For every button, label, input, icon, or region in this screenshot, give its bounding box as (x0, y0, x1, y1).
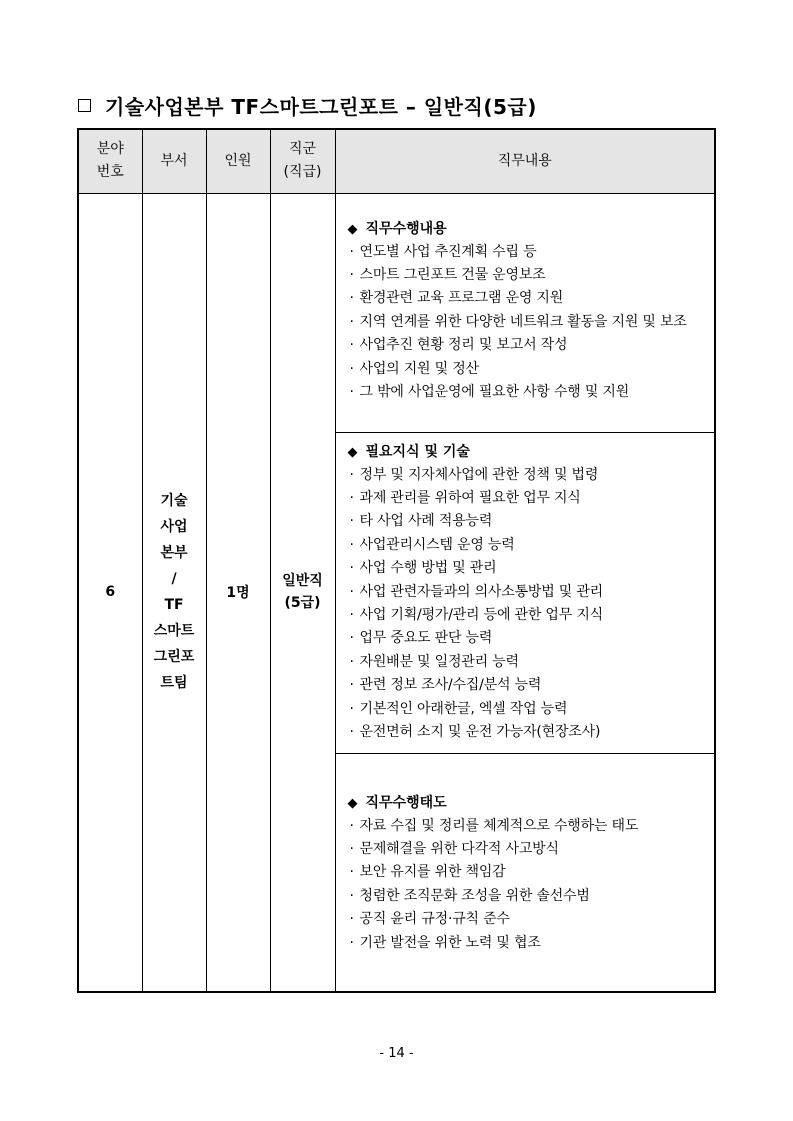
header-grade-line1: 직군 (288, 141, 317, 158)
list-item: · 사업 수행 방법 및 관리 (348, 557, 703, 580)
section-heading-text: 필요지식 및 기술 (365, 443, 470, 460)
list-item: · 문제해결을 위한 다각적 사고방식 (348, 838, 703, 861)
diamond-bullet-icon: ◆ (347, 795, 358, 811)
header-grade (270, 129, 335, 193)
section-heading (348, 792, 703, 815)
page-number: - 14 - (379, 1046, 414, 1061)
department-line: 트팀 (160, 675, 188, 691)
department-line: / (171, 571, 177, 587)
list-item: · 업무 중요도 판단 능력 (348, 627, 703, 650)
duty-list (348, 464, 703, 745)
grade-line: (5급) (284, 595, 321, 611)
list-item: · 관련 정보 조사/수집/분석 능력 (348, 674, 703, 697)
department-line: TF (164, 597, 184, 613)
department-line: 그린포 (153, 649, 195, 665)
list-item: · 사업관리시스템 운영 능력 (348, 534, 703, 557)
section-heading-text: 직무수행내용 (365, 220, 447, 237)
department-line: 기술 (160, 493, 188, 509)
grade-cell (270, 193, 335, 992)
header-field-no-line1: 분야 (96, 141, 124, 158)
list-item: · 연도별 사업 추진계획 수립 등 (348, 241, 703, 264)
list-item: · 자원배분 및 일정관리 능력 (348, 651, 703, 674)
list-item: · 기본적인 아래한글, 엑셀 작업 능력 (348, 698, 703, 721)
duty-list (348, 241, 703, 405)
list-item: · 사업추진 현황 정리 및 보고서 작성 (348, 334, 703, 357)
header-duties: 직무내용 (335, 129, 715, 193)
list-item: · 사업의 지원 및 정산 (348, 358, 703, 381)
headcount-cell: 1명 (206, 193, 270, 992)
department-line: 본부 (160, 545, 188, 561)
department-line: 스마트 (153, 623, 195, 639)
diamond-bullet-icon: ◆ (347, 444, 358, 460)
list-item: · 공직 윤리 규정·규칙 준수 (348, 908, 703, 931)
list-item: · 사업 관련자들과의 의사소통방법 및 관리 (348, 581, 703, 604)
list-item: · 그 밖에 사업운영에 필요한 사항 수행 및 지원 (348, 381, 703, 404)
list-item: · 환경관련 교육 프로그램 운영 지원 (348, 287, 703, 310)
section-heading (348, 441, 703, 464)
list-item: · 자료 수집 및 정리를 체계적으로 수행하는 태도 (348, 815, 703, 838)
duties-section-knowledge (336, 432, 715, 753)
section-heading (348, 218, 703, 241)
header-grade-line2: (직급) (283, 164, 322, 181)
header-field-no (78, 129, 142, 193)
list-item: · 청렴한 조직문화 조성을 위한 솔선수범 (348, 885, 703, 908)
checkbox-square-icon (78, 99, 91, 112)
duties-section-performance (336, 194, 715, 432)
list-item: · 정부 및 지자체사업에 관한 정책 및 법령 (348, 464, 703, 487)
page-title-text: 기술사업본부 TF스마트그린포트 – 일반직(5급) (105, 94, 537, 119)
duties-cell (335, 193, 715, 992)
list-item: · 운전면허 소지 및 운전 가능자(현장조사) (348, 721, 703, 744)
list-item: · 과제 관리를 위하여 필요한 업무 지식 (348, 487, 703, 510)
header-field-no-line2: 번호 (96, 164, 124, 181)
header-department: 부서 (142, 129, 206, 193)
grade-line: 일반직 (282, 573, 323, 589)
department-cell (142, 193, 206, 992)
list-item: · 타 사업 사례 적용능력 (348, 510, 703, 533)
job-description-table (77, 128, 716, 993)
header-headcount: 인원 (206, 129, 270, 193)
duty-list (348, 815, 703, 955)
department-line: 사업 (160, 519, 188, 535)
page-title (78, 88, 537, 122)
duties-section-attitude (336, 753, 715, 991)
table-row (78, 193, 715, 992)
list-item: · 기관 발전을 위한 노력 및 협조 (348, 932, 703, 955)
field-no-cell: 6 (78, 193, 142, 992)
list-item: · 사업 기획/평가/관리 등에 관한 업무 지식 (348, 604, 703, 627)
section-heading-text: 직무수행태도 (365, 794, 447, 811)
diamond-bullet-icon: ◆ (347, 221, 358, 237)
table-header-row (78, 129, 715, 193)
list-item: · 스마트 그린포트 건물 운영보조 (348, 264, 703, 287)
list-item: · 보안 유지를 위한 책임감 (348, 861, 703, 884)
list-item: · 지역 연계를 위한 다양한 네트워크 활동을 지원 및 보조 (348, 311, 703, 334)
